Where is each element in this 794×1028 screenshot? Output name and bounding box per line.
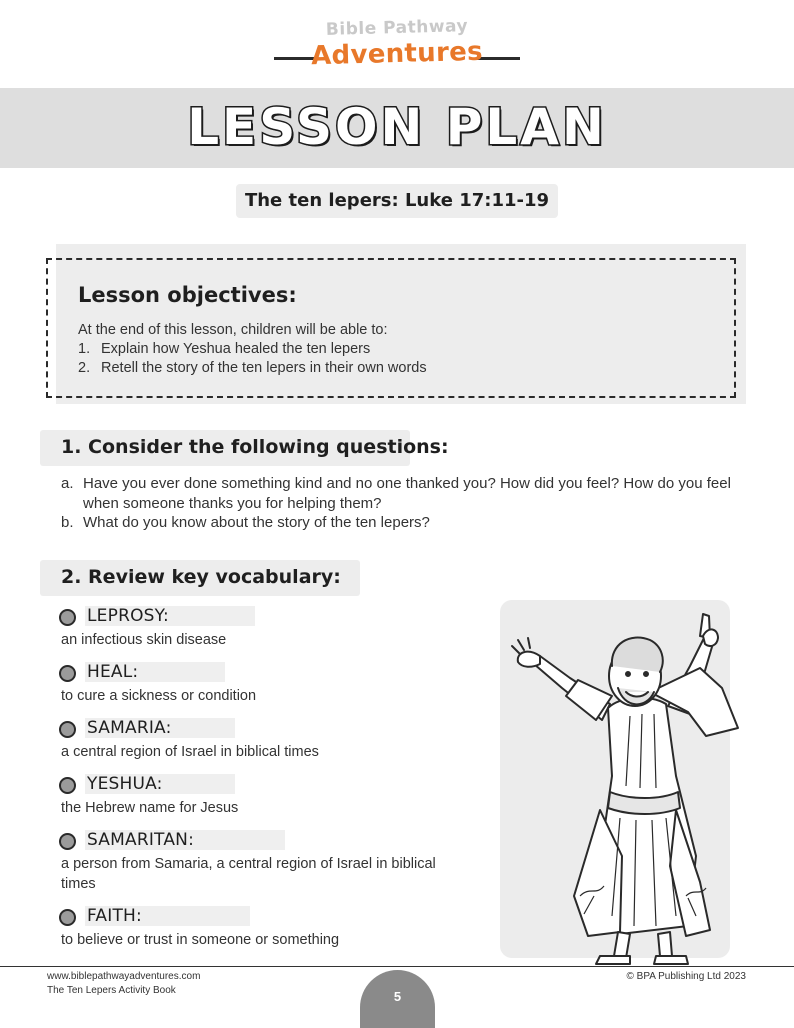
subtitle-panel (236, 184, 558, 218)
bullet-icon (59, 777, 76, 794)
rejoicing-leper-illustration (500, 596, 750, 970)
objectives-intro: At the end of this lesson, children will be able to: (78, 322, 388, 338)
brand-name-bottom: Adventures (310, 36, 484, 72)
vocab-definition: a central region of Israel in biblical times (61, 744, 319, 760)
question-item: b. What do you know about the story of the ten lepers? (61, 514, 430, 531)
section2-heading: 2. Review key vocabulary: (61, 566, 341, 588)
questions-list (61, 474, 741, 533)
bullet-icon (59, 665, 76, 682)
vocab-definition: a person from Samaria, a central region of Israel in biblical times (61, 856, 436, 892)
objective-item: 2. Retell the story of the ten lepers in their own words (78, 360, 427, 376)
brand-name-top: Bible Pathway (325, 16, 469, 40)
vocab-definition: to believe or trust in someone or something (61, 932, 340, 948)
bullet-icon (59, 721, 76, 738)
question-item: a. Have you ever done something kind and no one thanked you? How did you feel? How do you feel when someone thanks you for helping them? (61, 475, 731, 512)
vocab-term: HEAL: (87, 662, 139, 682)
vocab-term: SAMARIA: (87, 718, 172, 738)
page-subtitle: The ten lepers: Luke 17:11-19 (244, 190, 550, 211)
bullet-icon (59, 609, 76, 626)
footer-rule (0, 966, 794, 967)
vocab-term: LEPROSY: (87, 606, 169, 626)
objectives-list (78, 341, 427, 379)
footer-website[interactable]: www.biblepathwayadventures.com (47, 971, 201, 982)
footer-book-title: The Ten Lepers Activity Book (47, 985, 176, 996)
vocab-term: YESHUA: (87, 774, 163, 794)
title-banner (0, 88, 794, 168)
brand-logo (0, 10, 794, 80)
vocab-definition: an infectious skin disease (61, 632, 227, 648)
vocab-definition: the Hebrew name for Jesus (61, 800, 239, 816)
vocab-term: FAITH: (87, 906, 142, 926)
vocab-definition: to cure a sickness or condition (61, 688, 257, 704)
objectives-heading: Lesson objectives: (78, 283, 297, 307)
page-number: 5 (393, 989, 402, 1004)
objective-item: 1. Explain how Yeshua healed the ten lepers (78, 341, 371, 357)
vocab-term: SAMARITAN: (87, 830, 194, 850)
bullet-icon (59, 833, 76, 850)
bullet-icon (59, 909, 76, 926)
page-title: LESSON PLAN (187, 98, 607, 156)
footer-copyright: © BPA Publishing Ltd 2023 (626, 971, 746, 982)
section1-heading: 1. Consider the following questions: (61, 436, 449, 458)
